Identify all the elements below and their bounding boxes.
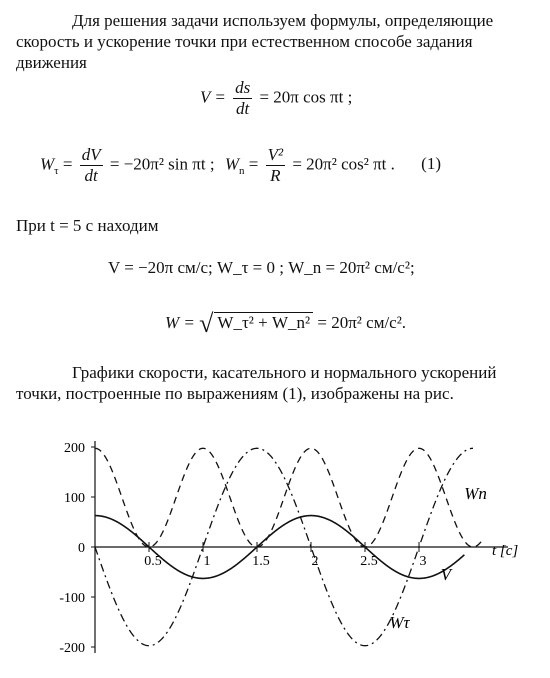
intro-line-1: Для решения задачи используем формулы, определяющие <box>72 11 494 30</box>
equation-velocity: V = $\frac{ds}{dt}$ = 20π cos πt ; <box>200 78 353 118</box>
x-axis-label: t [c] <box>492 543 519 559</box>
fraction-dv-dt: $\frac{dV}{dt}$ <box>81 145 101 185</box>
intro-line-3: движения <box>16 53 87 72</box>
series-wt-label: Wτ <box>389 613 410 632</box>
x-tick-label: 0.5 <box>144 554 162 569</box>
graph-line-1: Графики скорости, касательного и нормального ускорений <box>72 363 497 382</box>
equation-tag: (1) <box>421 154 441 174</box>
y-tick-label: -200 <box>59 641 85 656</box>
x-tick-label: 3 <box>419 554 427 569</box>
x-tick-label: 1 <box>203 554 211 569</box>
at-time-text: При t = 5 с находим <box>16 216 159 235</box>
equation-values: V = −20π см/с; W_τ = 0 ; W_n = 20π² см/с²; <box>108 258 415 277</box>
fraction-ds-dt: $\frac{ds}{dt}$ <box>235 78 251 118</box>
intro-line-2: скорость и ускорение точки при естественном способе задания <box>16 32 473 51</box>
x-tick-label: 2 <box>311 554 319 569</box>
y-tick-label: 200 <box>64 441 85 456</box>
sqrt-sign: √ <box>199 309 214 338</box>
graph-paragraph <box>16 362 536 404</box>
y-tick-label: -100 <box>59 591 85 606</box>
motion-chart <box>0 400 550 670</box>
x-tick-label: 1.5 <box>252 554 270 569</box>
intro-paragraph <box>16 10 536 73</box>
series-wn-curve <box>95 448 484 547</box>
series-wn-label: Wn <box>464 484 487 503</box>
x-tick-label: 2.5 <box>360 554 378 569</box>
radicand: W_τ² + W_n² <box>214 312 313 333</box>
equation-total-acceleration: W = √ W_τ² + W_n² = 20π² см/с². <box>165 309 407 338</box>
y-tick-label: 100 <box>64 491 85 506</box>
y-tick-label: 0 <box>78 541 85 556</box>
graph-line-2: точки, построенные по выражениям (1), изображены на рис. <box>16 384 454 403</box>
equation-accelerations: $W_\tau$ = $\frac{dV}{dt}$ = −20π² sin πt ; $W_n$ = $\frac{\text{V²}}{R}$ = 20π² cos² πt . (1) <box>40 145 441 185</box>
fraction-v2-r: $\frac{\text{V²}}{R}$ <box>267 145 284 185</box>
series-v-label: V <box>440 565 451 584</box>
